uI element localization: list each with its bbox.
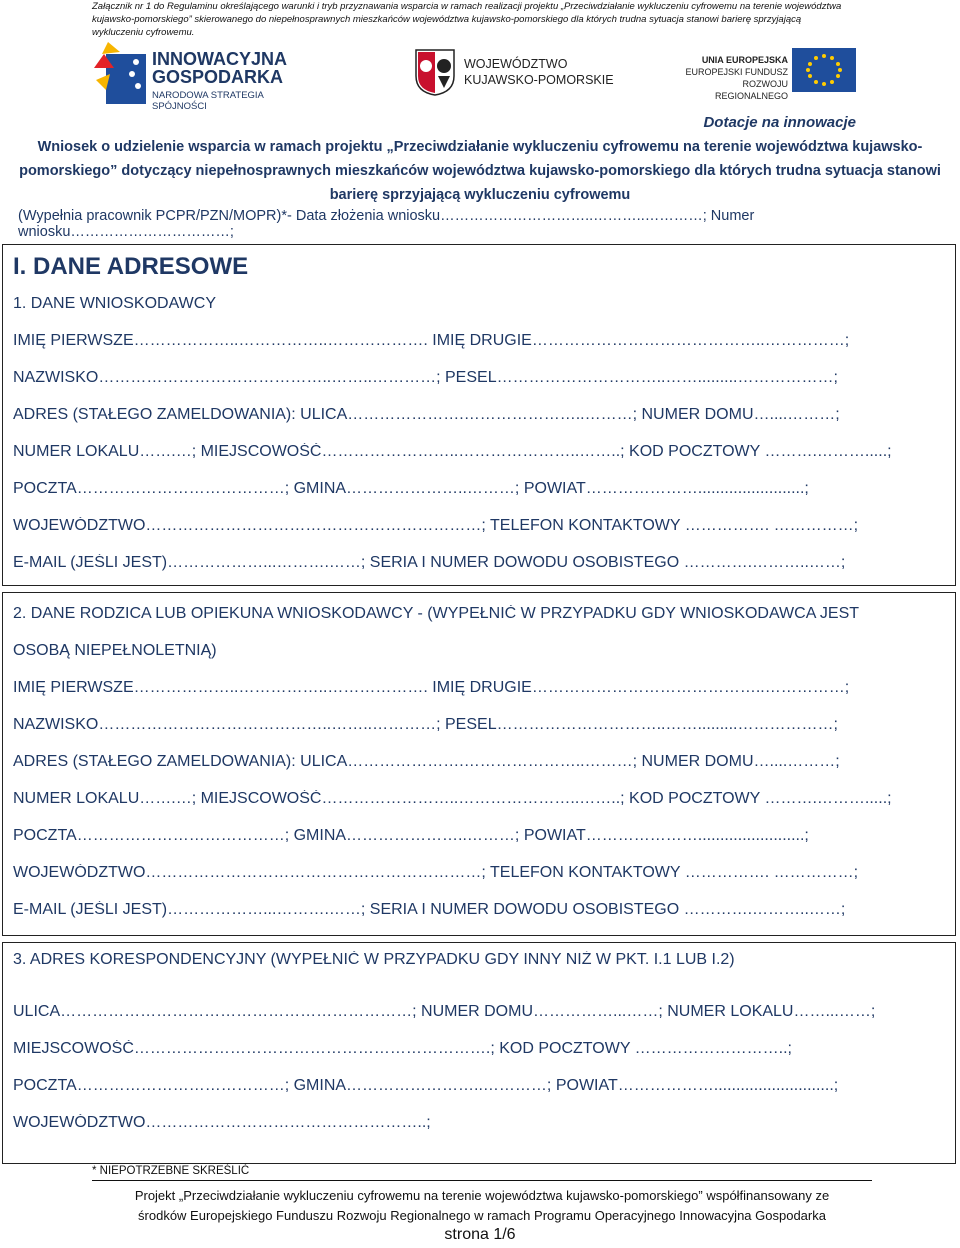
form-row[interactable]: POCZTA…………………………………; GMINA…………………..………; POWIAT…………………........................; [13, 827, 809, 844]
form-row[interactable]: WOJEWÓDZTWO………………………………………………………; TELEFON KONTAKTOWY ……………. ……………; [13, 517, 859, 534]
footer-line: Projekt „Przeciwdziałanie wykluczeniu cyfrowemu na terenie województwa kujawsko-pomorskiego” współfinansowany ze [134, 1188, 830, 1203]
wojewodztwo-logo [414, 48, 614, 98]
application-title [10, 135, 950, 207]
form-row[interactable]: NAZWISKO……………………………………..……..…………; PESEL…………………………..…….........………………; [13, 369, 838, 386]
applicant-data-box [2, 244, 956, 586]
subsection-heading: 2. DANE RODZICA LUB OPIEKUNA WNIOSKODAWCY - (WYPEŁNIĆ W PRZYPADKU GDY WNIOSKODAWCA JEST [13, 605, 860, 622]
ue-line1: UNIA EUROPEJSKA [701, 55, 788, 65]
fill-by-line: (Wypełnia pracownik PCPR/PZN/MOPR)*- Data złożenia wniosku…………………………..………..…………; Numer wniosku……………………………; [18, 208, 755, 240]
ue-line3: ROZWOJU REGIONALNEGO [714, 79, 788, 101]
form-row[interactable]: E-MAIL (JEŚLI JEST)………………...……….……; SERIA I NUMER DOWODU OSOBISTEGO ………….………..……; [13, 554, 846, 571]
form-row[interactable]: NUMER LOKALU…….…; MIEJSCOWOŚĆ……………………..…………………..……..; KOD POCZTOWY ……….……….....; [13, 443, 892, 460]
title-line: barierę sprzyjającą wykluczeniu cyfrowemu [329, 187, 631, 203]
ig-line1: INNOWACYJNA [152, 49, 288, 69]
ue-line2: EUROPEJSKI FUNDUSZ [685, 67, 788, 77]
footnote: * NIEPOTRZEBNE SKREŚLIĆ [92, 1165, 250, 1177]
subsection-heading: 1. DANE WNIOSKODAWCY [13, 295, 216, 312]
form-row[interactable]: POCZTA…………………………………; GMINA…………………..………; POWIAT…………………........................; [13, 480, 809, 497]
form-row[interactable]: IMIĘ PIERWSZE………………..……………..………………. IMIĘ DRUGIE……………………………………..……………; [13, 332, 850, 349]
eu-flag-icon [792, 48, 856, 92]
eu-logo [680, 48, 860, 101]
page-number: strona 1/6 [444, 1226, 516, 1243]
form-row[interactable]: IMIĘ PIERWSZE………………..……………..………………. IMIĘ DRUGIE……………………………………..……………; [13, 679, 850, 696]
logo-bar [0, 40, 960, 112]
subsection-heading: OSOBĄ NIEPEŁNOLETNIĄ) [13, 642, 217, 659]
form-row[interactable]: ADRES (STAŁEGO ZAMELDOWANIA): ULICA………………….…………………..………; NUMER DOMU…....………; [13, 753, 840, 770]
guardian-data-box [2, 592, 956, 936]
form-row[interactable]: ULICA…………………………………………………………; NUMER DOMU……………...……; NUMER LOKALU……...……; [13, 1003, 876, 1020]
form-row[interactable]: E-MAIL (JEŚLI JEST)………………...……….……; SERIA I NUMER DOWODU OSOBISTEGO ………….………..……; [13, 901, 846, 918]
ig-line3: NARODOWA STRATEGIA SPÓJNOŚCI [152, 90, 264, 112]
title-line: Wniosek o udzielenie wsparcia w ramach projektu „Przeciwdziałanie wykluczeniu cyfrowemu na terenie województwa kujawsko- [37, 139, 923, 155]
coat-of-arms-icon [414, 48, 456, 96]
ig-emblem-icon [92, 40, 150, 106]
woj-line1: WOJEWÓDZTWO [464, 57, 568, 71]
form-row[interactable]: POCZTA…………………………………; GMINA……………………..…………; POWIAT………………...........................; [13, 1077, 839, 1094]
correspondence-address-box [2, 942, 956, 1164]
form-row[interactable]: WOJEWÓDZTWO………………………………………………………; TELEFON KONTAKTOWY ……………. ……………; [13, 864, 859, 881]
grant-label: Dotacje na innowacje [703, 114, 856, 131]
form-row[interactable]: NUMER LOKALU…….…; MIEJSCOWOŚĆ……………………..…………………..……..; KOD POCZTOWY ……….……….....; [13, 790, 892, 807]
woj-line2: KUJAWSKO-POMORSKIE [464, 73, 614, 87]
title-line: pomorskiego” dotyczący niepełnosprawnych mieszkańców województwa kujawsko-pomorskiego dla których trudna sytuacja stanowi [19, 163, 941, 179]
section-title: I. DANE ADRESOWE [13, 253, 249, 280]
innowacyjna-gospodarka-logo [92, 40, 312, 112]
footer-divider [92, 1180, 872, 1181]
form-row[interactable]: MIEJSCOWOŚĆ………………………………………………………….; KOD POCZTOWY ………………………..; [13, 1040, 792, 1057]
subsection-heading: 3. ADRES KORESPONDENCYJNY (WYPEŁNIĆ W PRZYPADKU GDY INNY NIŻ W PKT. I.1 LUB I.2) [13, 951, 735, 968]
footer [92, 1186, 872, 1226]
form-row[interactable]: NAZWISKO……………………………………..……..…………; PESEL…………………………..…….........………………; [13, 716, 838, 733]
form-row[interactable]: ADRES (STAŁEGO ZAMELDOWANIA): ULICA………………….…………………..………; NUMER DOMU…....………; [13, 406, 840, 423]
form-row[interactable]: WOJEWÓDZTWO……………………………………………..; [13, 1114, 431, 1131]
ig-line2: GOSPODARKA [152, 67, 284, 87]
header-note: Załącznik nr 1 do Regulaminu określającego warunki i tryb przyznawania wsparcia w ramach realizacji projektu „Przeciwdziałanie wykluczeniu cyfrowemu na terenie województwa kujawsko-pomorskiego” skierowanego do niepełnosprawnych mieszkańców województwa kujawsko-pomorskiego dla których trudna sytuacja stanowi barierę sprzyjającą wykluczeniu cyfrowemu. [92, 1, 842, 38]
footer-line: środków Europejskiego Funduszu Rozwoju Regionalnego w ramach Programu Operacyjnego Innowacyjna Gospodarka [138, 1208, 826, 1223]
